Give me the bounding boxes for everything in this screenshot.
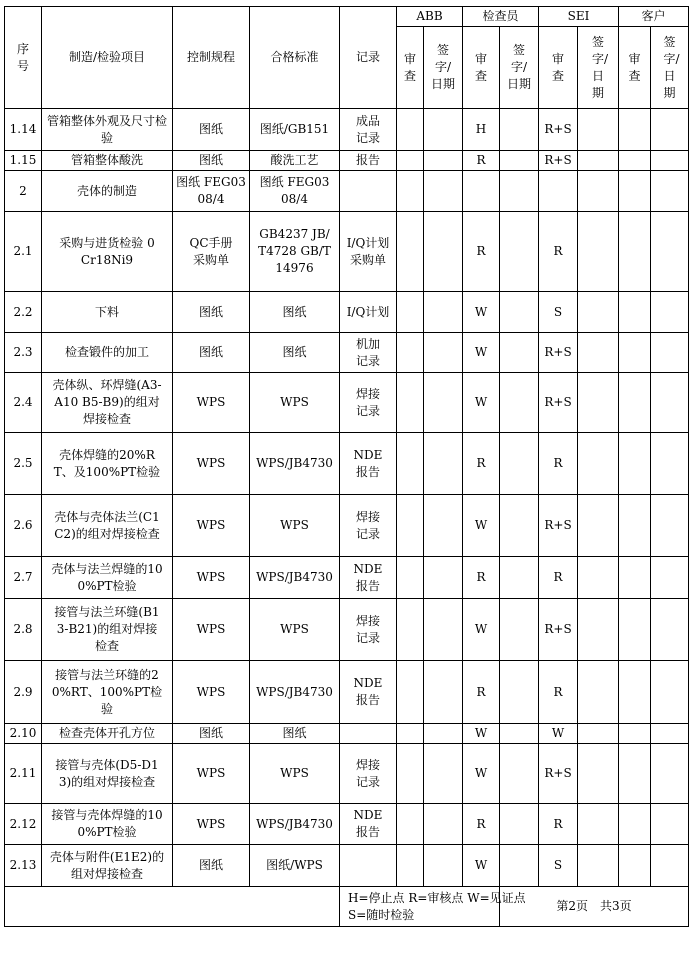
cell-sei-sign (578, 109, 619, 151)
cell-client-sign (651, 212, 689, 292)
cell-client-review (619, 744, 651, 804)
cell-insp-review: R (463, 661, 500, 724)
cell-item: 管箱整体酸洗 (42, 151, 173, 171)
cell-abb-sign (424, 171, 463, 212)
cell-standard: WPS/JB4730 (250, 433, 340, 495)
header-client-review: 审查 (619, 27, 651, 109)
cell-abb-sign (424, 724, 463, 744)
cell-no: 2.1 (5, 212, 42, 292)
cell-sei-sign (578, 845, 619, 887)
cell-client-review (619, 845, 651, 887)
cell-sei-review: R+S (539, 373, 578, 433)
table-row (5, 292, 689, 333)
cell-sei-sign (578, 557, 619, 599)
cell-no: 2.5 (5, 433, 42, 495)
cell-no: 2.13 (5, 845, 42, 887)
cell-record: 成品记录 (340, 109, 397, 151)
cell-abb-sign (424, 333, 463, 373)
cell-abb-sign (424, 373, 463, 433)
cell-record (340, 845, 397, 887)
cell-standard: 图纸 (250, 292, 340, 333)
cell-insp-sign (500, 845, 539, 887)
cell-item: 接管与壳体焊缝的100%PT检验 (42, 804, 173, 845)
cell-procedure: 图纸 FEG0308/4 (173, 171, 250, 212)
cell-client-sign (651, 599, 689, 661)
cell-abb-review (397, 557, 424, 599)
cell-sei-review: R+S (539, 151, 578, 171)
cell-standard: WPS/JB4730 (250, 557, 340, 599)
header-group-client: 客户 (619, 7, 689, 27)
cell-insp-review: W (463, 724, 500, 744)
header-group-inspector: 检查员 (463, 7, 539, 27)
table-row (5, 433, 689, 495)
cell-procedure: 图纸 (173, 151, 250, 171)
cell-item: 检查锻件的加工 (42, 333, 173, 373)
cell-client-review (619, 661, 651, 724)
cell-client-sign (651, 433, 689, 495)
cell-client-sign (651, 292, 689, 333)
cell-client-sign (651, 744, 689, 804)
table-row (5, 557, 689, 599)
cell-item: 接管与法兰环缝(B13-B21)的组对焊接检查 (42, 599, 173, 661)
cell-procedure: 图纸 (173, 109, 250, 151)
table-row (5, 599, 689, 661)
cell-insp-review: W (463, 292, 500, 333)
cell-procedure: 图纸 (173, 292, 250, 333)
cell-procedure: WPS (173, 373, 250, 433)
cell-sei-sign (578, 433, 619, 495)
table-row (5, 845, 689, 887)
cell-item: 壳体与法兰焊缝的100%PT检验 (42, 557, 173, 599)
cell-standard: 图纸/WPS (250, 845, 340, 887)
cell-item: 采购与进货检验 0Cr18Ni9 (42, 212, 173, 292)
cell-no: 2.3 (5, 333, 42, 373)
cell-insp-sign (500, 171, 539, 212)
cell-sei-sign (578, 599, 619, 661)
cell-client-review (619, 212, 651, 292)
cell-abb-review (397, 724, 424, 744)
cell-abb-sign (424, 845, 463, 887)
cell-client-review (619, 373, 651, 433)
cell-item: 接管与法兰环缝的20%RT、100%PT检验 (42, 661, 173, 724)
cell-insp-review: R (463, 557, 500, 599)
cell-record: 焊接记录 (340, 495, 397, 557)
cell-procedure: 图纸 (173, 724, 250, 744)
cell-no: 1.14 (5, 109, 42, 151)
cell-insp-review (463, 171, 500, 212)
cell-sei-sign (578, 724, 619, 744)
cell-sei-sign (578, 744, 619, 804)
cell-procedure: WPS (173, 744, 250, 804)
cell-record: NDE报告 (340, 557, 397, 599)
cell-client-review (619, 151, 651, 171)
cell-record: I/Q计划 采购单 (340, 212, 397, 292)
cell-record: NDE报告 (340, 804, 397, 845)
cell-no: 2.2 (5, 292, 42, 333)
cell-insp-sign (500, 333, 539, 373)
header-insp-review: 审查 (463, 27, 500, 109)
cell-abb-review (397, 109, 424, 151)
cell-procedure: WPS (173, 433, 250, 495)
cell-insp-review: R (463, 433, 500, 495)
cell-client-review (619, 557, 651, 599)
cell-sei-sign (578, 292, 619, 333)
cell-client-review (619, 292, 651, 333)
cell-sei-review: R (539, 557, 578, 599)
cell-standard: 酸洗工艺 (250, 151, 340, 171)
cell-procedure: WPS (173, 599, 250, 661)
header-abb-sign: 签字/日期 (424, 27, 463, 109)
header-abb-review: 审查 (397, 27, 424, 109)
cell-client-sign (651, 804, 689, 845)
cell-sei-review: R (539, 804, 578, 845)
cell-no: 2 (5, 171, 42, 212)
header-sei-review: 审查 (539, 27, 578, 109)
cell-abb-sign (424, 599, 463, 661)
cell-abb-review (397, 744, 424, 804)
cell-client-sign (651, 661, 689, 724)
table-row (5, 212, 689, 292)
cell-standard: WPS (250, 495, 340, 557)
cell-client-review (619, 724, 651, 744)
cell-sei-review: R+S (539, 109, 578, 151)
cell-standard: WPS (250, 599, 340, 661)
header-standard: 合格标准 (250, 7, 340, 109)
cell-record: 报告 (340, 151, 397, 171)
cell-insp-review: W (463, 373, 500, 433)
cell-sei-review: R (539, 433, 578, 495)
table-row (5, 109, 689, 151)
cell-abb-review (397, 212, 424, 292)
cell-item: 下料 (42, 292, 173, 333)
cell-no: 2.7 (5, 557, 42, 599)
cell-abb-review (397, 151, 424, 171)
cell-insp-sign (500, 109, 539, 151)
cell-no: 2.9 (5, 661, 42, 724)
cell-sei-review (539, 171, 578, 212)
cell-sei-sign (578, 151, 619, 171)
header-item: 制造/检验项目 (42, 7, 173, 109)
cell-record (340, 724, 397, 744)
cell-no: 2.6 (5, 495, 42, 557)
cell-sei-review: S (539, 292, 578, 333)
cell-procedure: WPS (173, 804, 250, 845)
cell-client-sign (651, 109, 689, 151)
cell-procedure: WPS (173, 557, 250, 599)
cell-sei-review: R (539, 212, 578, 292)
cell-procedure: 图纸 (173, 845, 250, 887)
cell-standard: GB4237 JB/T4728 GB/T14976 (250, 212, 340, 292)
cell-insp-review: R (463, 151, 500, 171)
cell-client-sign (651, 373, 689, 433)
cell-sei-review: R+S (539, 333, 578, 373)
header-insp-sign: 签字/日期 (500, 27, 539, 109)
cell-abb-review (397, 661, 424, 724)
cell-abb-sign (424, 661, 463, 724)
cell-insp-sign (500, 599, 539, 661)
cell-sei-review: R+S (539, 495, 578, 557)
header-sei-sign: 签字/日期 (578, 27, 619, 109)
cell-record: 焊接记录 (340, 599, 397, 661)
cell-record: NDE报告 (340, 661, 397, 724)
cell-insp-sign (500, 292, 539, 333)
legend-note: H=停止点 R=审核点 W=见证点 S=随时检验 (340, 887, 500, 927)
cell-item: 壳体与壳体法兰(C1C2)的组对焊接检查 (42, 495, 173, 557)
cell-sei-sign (578, 171, 619, 212)
cell-insp-sign (500, 724, 539, 744)
cell-standard: WPS/JB4730 (250, 804, 340, 845)
cell-sei-review: R+S (539, 599, 578, 661)
table-row (5, 744, 689, 804)
table-row (5, 171, 689, 212)
table-row (5, 724, 689, 744)
cell-client-review (619, 433, 651, 495)
cell-record: NDE报告 (340, 433, 397, 495)
cell-no: 2.11 (5, 744, 42, 804)
header-procedure: 控制规程 (173, 7, 250, 109)
cell-abb-sign (424, 292, 463, 333)
header-record: 记录 (340, 7, 397, 109)
cell-no: 2.12 (5, 804, 42, 845)
cell-record (340, 171, 397, 212)
cell-sei-sign (578, 804, 619, 845)
cell-item: 壳体纵、环焊缝(A3-A10 B5-B9)的组对焊接检查 (42, 373, 173, 433)
cell-abb-review (397, 433, 424, 495)
cell-insp-review: W (463, 333, 500, 373)
cell-insp-review: H (463, 109, 500, 151)
cell-item: 壳体与附件(E1E2)的组对焊接检查 (42, 845, 173, 887)
cell-abb-review (397, 373, 424, 433)
page-number: 第2页 共3页 (500, 887, 689, 927)
table-row (5, 333, 689, 373)
cell-standard: 图纸 FEG0308/4 (250, 171, 340, 212)
cell-standard: WPS/JB4730 (250, 661, 340, 724)
cell-insp-sign (500, 373, 539, 433)
cell-no: 2.4 (5, 373, 42, 433)
cell-insp-review: W (463, 495, 500, 557)
cell-client-sign (651, 171, 689, 212)
cell-record: 焊接记录 (340, 744, 397, 804)
cell-insp-sign (500, 151, 539, 171)
cell-item: 接管与壳体(D5-D13)的组对焊接检查 (42, 744, 173, 804)
cell-abb-sign (424, 744, 463, 804)
cell-sei-sign (578, 661, 619, 724)
header-seq: 序号 (5, 7, 42, 109)
cell-client-sign (651, 557, 689, 599)
cell-abb-review (397, 804, 424, 845)
cell-abb-review (397, 599, 424, 661)
table-row (5, 495, 689, 557)
cell-insp-review: W (463, 845, 500, 887)
table-row (5, 373, 689, 433)
cell-client-review (619, 109, 651, 151)
cell-insp-review: W (463, 599, 500, 661)
cell-insp-review: W (463, 744, 500, 804)
table-row (5, 804, 689, 845)
cell-abb-sign (424, 495, 463, 557)
cell-no: 2.10 (5, 724, 42, 744)
cell-standard: 图纸/GB151 (250, 109, 340, 151)
table-row (5, 661, 689, 724)
cell-client-review (619, 495, 651, 557)
cell-abb-sign (424, 151, 463, 171)
cell-procedure: QC手册 采购单 (173, 212, 250, 292)
cell-client-sign (651, 495, 689, 557)
header-group-abb: ABB (397, 7, 463, 27)
inspection-plan-table (4, 6, 689, 927)
cell-standard: WPS (250, 373, 340, 433)
cell-insp-sign (500, 557, 539, 599)
cell-client-review (619, 804, 651, 845)
footer-row (5, 887, 689, 927)
cell-record: 焊接记录 (340, 373, 397, 433)
cell-sei-sign (578, 212, 619, 292)
cell-sei-sign (578, 373, 619, 433)
cell-item: 检查壳体开孔方位 (42, 724, 173, 744)
cell-abb-sign (424, 557, 463, 599)
cell-client-sign (651, 724, 689, 744)
cell-insp-sign (500, 804, 539, 845)
cell-record: 机加记录 (340, 333, 397, 373)
cell-procedure: WPS (173, 661, 250, 724)
cell-abb-sign (424, 212, 463, 292)
cell-insp-review: R (463, 804, 500, 845)
cell-insp-sign (500, 433, 539, 495)
cell-record: I/Q计划 (340, 292, 397, 333)
cell-procedure: 图纸 (173, 333, 250, 373)
cell-client-sign (651, 333, 689, 373)
cell-item: 壳体焊缝的20%RT、及100%PT检验 (42, 433, 173, 495)
cell-insp-sign (500, 212, 539, 292)
cell-standard: WPS (250, 744, 340, 804)
cell-sei-review: S (539, 845, 578, 887)
cell-item: 壳体的制造 (42, 171, 173, 212)
cell-client-sign (651, 845, 689, 887)
cell-no: 1.15 (5, 151, 42, 171)
cell-standard: 图纸 (250, 724, 340, 744)
footer-blank (5, 887, 340, 927)
cell-insp-sign (500, 744, 539, 804)
cell-abb-sign (424, 109, 463, 151)
cell-abb-review (397, 845, 424, 887)
cell-client-review (619, 171, 651, 212)
cell-abb-review (397, 292, 424, 333)
header-row-1 (5, 7, 689, 27)
cell-insp-review: R (463, 212, 500, 292)
cell-sei-review: R (539, 661, 578, 724)
cell-client-review (619, 599, 651, 661)
cell-sei-review: W (539, 724, 578, 744)
cell-abb-sign (424, 804, 463, 845)
cell-no: 2.8 (5, 599, 42, 661)
cell-sei-review: R+S (539, 744, 578, 804)
table-row (5, 151, 689, 171)
cell-sei-sign (578, 333, 619, 373)
cell-procedure: WPS (173, 495, 250, 557)
cell-abb-review (397, 333, 424, 373)
cell-insp-sign (500, 495, 539, 557)
cell-client-review (619, 333, 651, 373)
cell-standard: 图纸 (250, 333, 340, 373)
cell-abb-review (397, 171, 424, 212)
cell-insp-sign (500, 661, 539, 724)
header-group-sei: SEI (539, 7, 619, 27)
cell-item: 管箱整体外观及尺寸检验 (42, 109, 173, 151)
cell-sei-sign (578, 495, 619, 557)
cell-client-sign (651, 151, 689, 171)
cell-abb-review (397, 495, 424, 557)
cell-abb-sign (424, 433, 463, 495)
header-client-sign: 签字/日期 (651, 27, 689, 109)
